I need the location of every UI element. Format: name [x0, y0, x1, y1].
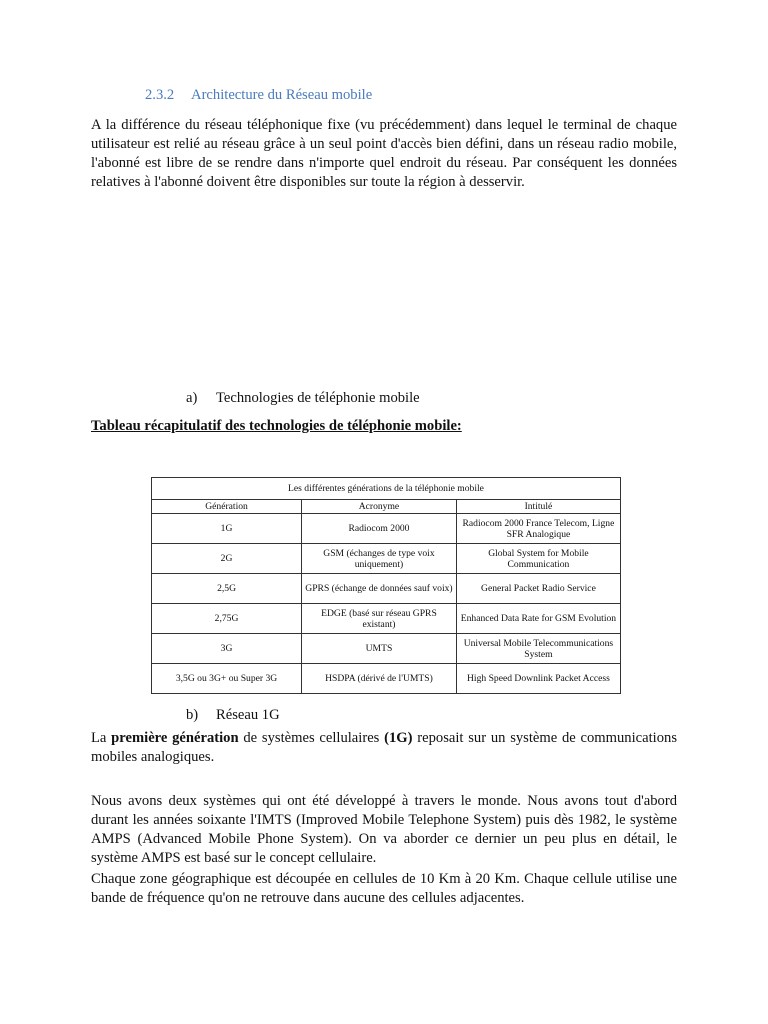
list-letter: a) [186, 390, 198, 406]
table-row [152, 604, 621, 634]
table-row [152, 544, 621, 574]
cell-title: General Packet Radio Service [456, 574, 620, 604]
list-item-b [186, 706, 280, 725]
cell-generation: 3,5G ou 3G+ ou Super 3G [152, 664, 302, 694]
list-item-a [186, 389, 420, 408]
cell-generation: 3G [152, 634, 302, 664]
section-title: Architecture du Réseau mobile [191, 87, 373, 103]
cell-generation: 2,5G [152, 574, 302, 604]
intro-paragraph: A la différence du réseau téléphonique fixe (vu précédemment) dans lequel le terminal de chaque utilisateur est relié au réseau grâce à un seul point d'accès bien défini, dans un réseau radio mobile, l'abonné est libre de se rendre dans n'importe quel endroit du réseau. Par conséquent les données relatives à l'abonné doivent être disponibles sur toute la région à desservir. [91, 117, 677, 190]
list-text: Technologies de téléphonie mobile [216, 390, 420, 406]
table-row [152, 634, 621, 664]
paragraph-1g [91, 729, 677, 767]
cell-acronym: GPRS (échange de données sauf voix) [302, 574, 457, 604]
table-row [152, 574, 621, 604]
cell-generation: 2,75G [152, 604, 302, 634]
table-title: Tableau récapitulatif des technologies de téléphonie mobile: [91, 418, 462, 434]
table-row [152, 514, 621, 544]
header-title: Intitulé [456, 500, 620, 514]
text-run: reposait sur un système de communications mobiles analogiques. [91, 730, 677, 765]
cell-acronym: GSM (échanges de type voix uniquement) [302, 544, 457, 574]
section-heading [145, 86, 372, 105]
cell-title: Universal Mobile Telecommunications System [456, 634, 620, 664]
cell-title: Radiocom 2000 France Telecom, Ligne SFR Analogique [456, 514, 620, 544]
cell-title: High Speed Downlink Packet Access [456, 664, 620, 694]
cell-acronym: Radiocom 2000 [302, 514, 457, 544]
bold-text: première génération [111, 730, 239, 746]
text-run: de systèmes cellulaires [238, 730, 385, 746]
cell-generation: 2G [152, 544, 302, 574]
section-number: 2.3.2 [145, 87, 175, 103]
table-row [152, 664, 621, 694]
cell-acronym: UMTS [302, 634, 457, 664]
cell-title: Global System for Mobile Communication [456, 544, 620, 574]
cell-title: Enhanced Data Rate for GSM Evolution [456, 604, 620, 634]
list-letter: b) [186, 707, 199, 723]
cell-acronym: HSDPA (dérivé de l'UMTS) [302, 664, 457, 694]
header-acronym: Acronyme [302, 500, 457, 514]
paragraph-systems: Nous avons deux systèmes qui ont été développé à travers le monde. Nous avons tout d'abord durant les années soixante l'IMTS (Improved Mobile Telephone System) puis dès 1982, le système AMPS (Advanced Mobile Phone System). On va aborder ce dernier un peu plus en détail, le système AMPS est basé sur le concept cellulaire. [91, 793, 677, 866]
cell-acronym: EDGE (basé sur réseau GPRS existant) [302, 604, 457, 634]
header-generation: Génération [152, 500, 302, 514]
bold-text: (1G) [384, 730, 413, 746]
paragraph-zones: Chaque zone géographique est découpée en cellules de 10 Km à 20 Km. Chaque cellule utilise une bande de fréquence qu'on ne retrouve dans aucune des cellules adjacentes. [91, 871, 677, 906]
list-text: Réseau 1G [216, 707, 280, 723]
cell-generation: 1G [152, 514, 302, 544]
table-caption: Les différentes générations de la téléphonie mobile [152, 478, 621, 500]
text-run: La [91, 730, 112, 746]
generations-table [151, 477, 621, 694]
